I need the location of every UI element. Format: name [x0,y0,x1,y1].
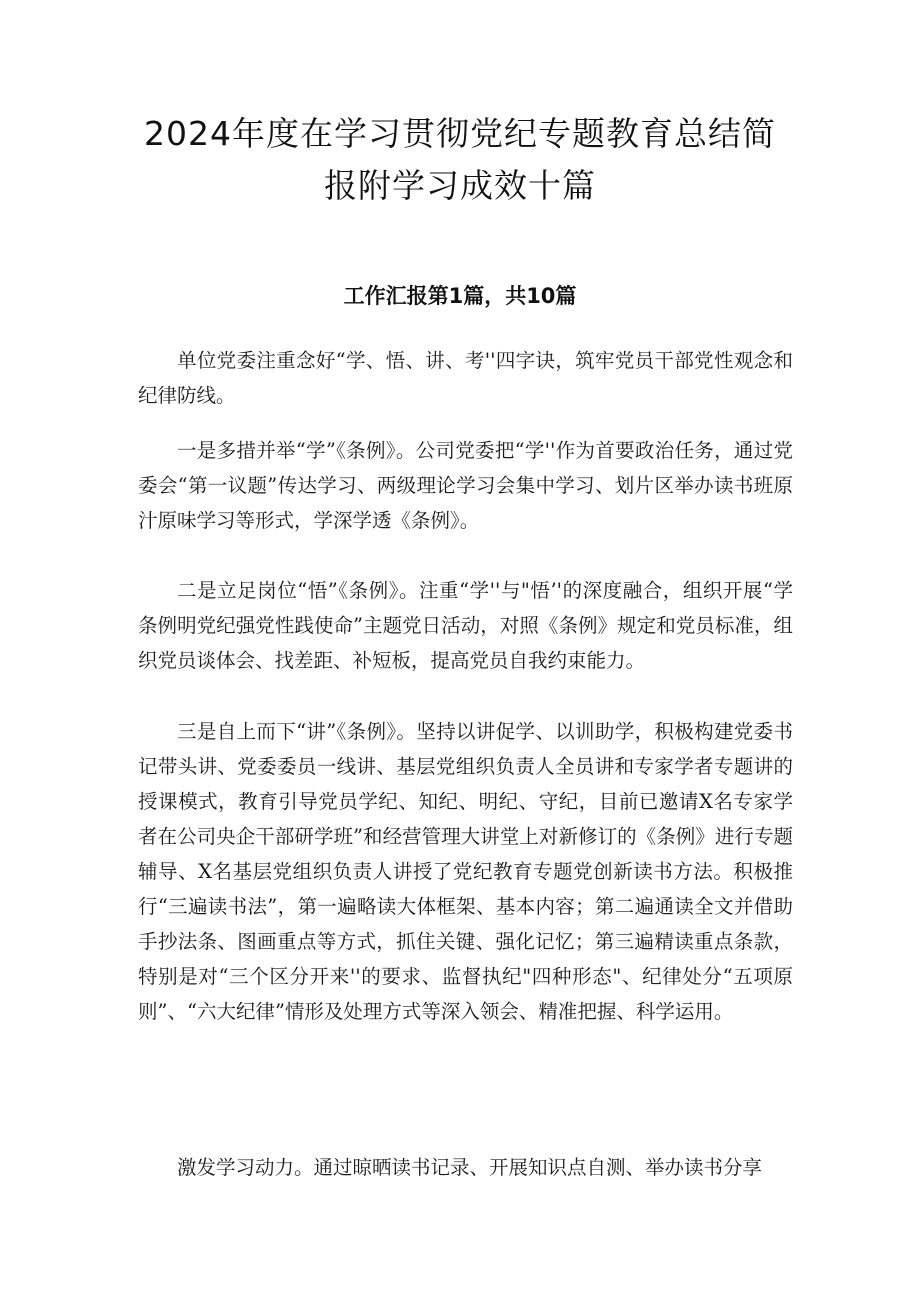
section-heading: 工作汇报第1篇，共10篇 [343,284,577,308]
paragraph: 单位党委注重念好“学、悟、讲、考''四字诀，筑牢党员干部党性观念和纪律防线。 [138,349,793,407]
paragraph: 一是多措并举“学”《条例》。公司党委把“学''作为首要政治任务，通过党委会“第一议题”传达学习、两级理论学习会集中学习、划片区举办读书班原汁原味学习等形式，学深学透《条例》。 [138,439,793,532]
paragraph: 二是立足岗位“悟”《条例》。注重“学''与"悟’'的深度融合，组织开展“学条例明党纪强党性践使命”主题党日活动，对照《条例》规定和党员标准，组织党员谈体会、找差距、补短板，提高党员自我约束能力。 [138,579,793,672]
document-title: 2024年度在学习贯彻党纪专题教育总结简报附学习成效十篇 [144,114,776,205]
paragraph: 激发学习动力。通过晾晒读书记录、开展知识点自测、举办读书分享 [177,1156,763,1179]
paragraph: 三是自上而下“讲”《条例》。坚持以讲促学、以训助学，积极构建党委书记带头讲、党委委员一线讲、基层党组织负责人全员讲和专家学者专题讲的授课模式，教育引导党员学纪、知纪、明纪、守纪，目前已邀请X名专家学者在公司央企干部研学班”和经营管理大讲堂上对新修订的《条例》进行专题辅导、X名基层党组织负责人讲授了党纪教育专题党创新读书方法。积极推行“三遍读书法”，第一遍略读大体框架、基本内容；第二遍通读全文并借助手抄法条、图画重点等方式，抓住关键、强化记忆；第三遍精读重点条款，特别是对“三个区分开来''的要求、监督执纪"四种形态"、纪律处分“五项原则”、“六大纪律”情形及处理方式等深入领会、精准把握、科学运用。 [138,720,793,1023]
